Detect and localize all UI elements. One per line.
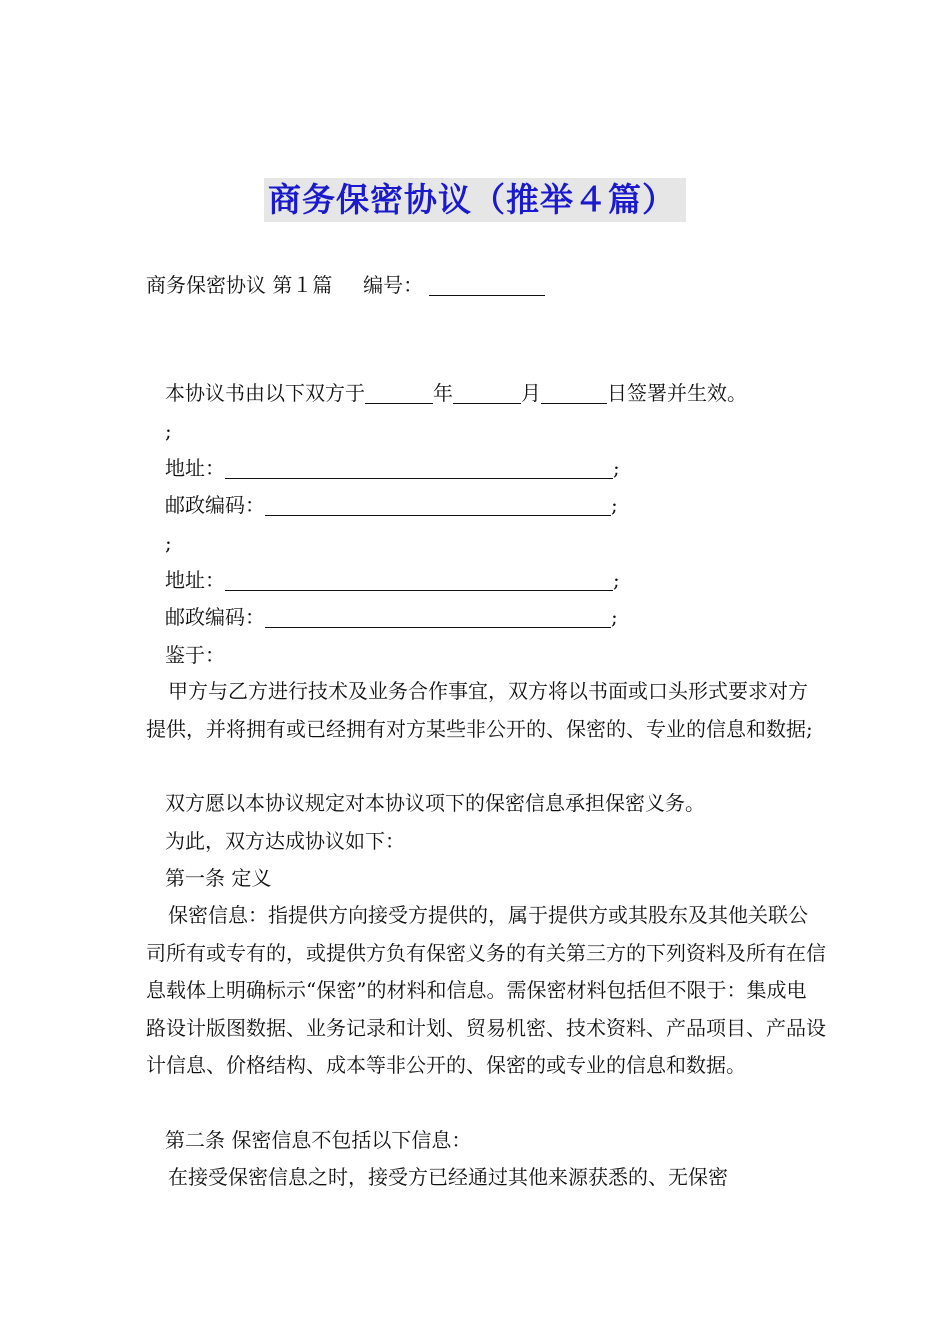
paragraph-agreement: 为此，双方达成协议如下： [165, 829, 405, 853]
intro-line [165, 378, 747, 408]
number-blank [429, 273, 545, 296]
address-blank [225, 456, 613, 479]
month-blank [453, 381, 521, 404]
address-end: ; [613, 568, 620, 592]
party-b-postcode [165, 602, 618, 632]
address-label: 地址： [165, 568, 225, 592]
paragraph-exclusion: 在接受保密信息之时，接受方已经通过其他来源获悉的、无保密 [168, 1165, 728, 1189]
postcode-label: 邮政编码： [165, 605, 265, 629]
party-b-semicolon: ; [165, 531, 172, 555]
whereas-label: 鉴于： [165, 643, 225, 667]
postcode-blank [265, 493, 611, 516]
month-label: 月 [521, 381, 541, 405]
year-blank [365, 381, 433, 404]
document-title: 商务保密协议（推举４篇） [264, 178, 686, 222]
intro-suffix: 日签署并生效。 [607, 381, 747, 405]
postcode-end: ; [611, 605, 618, 629]
party-a-address [165, 453, 620, 483]
year-label: 年 [433, 381, 453, 405]
subtitle-text: 商务保密协议 第１篇 [146, 273, 333, 297]
party-a-postcode [165, 490, 618, 520]
paragraph-obligation: 双方愿以本协议规定对本协议项下的保密信息承担保密义务。 [165, 791, 705, 815]
paragraph-cooperation: 甲方与乙方进行技术及业务合作事宜，双方将以书面或口头形式要求对方提供，并将拥有或已经拥有对方某些非公开的、保密的、专业的信息和数据; [146, 679, 813, 741]
article-1-heading: 第一条 定义 [165, 866, 272, 890]
postcode-blank [265, 605, 611, 628]
party-b-address [165, 565, 620, 595]
article-2-heading: 第二条 保密信息不包括以下信息： [165, 1128, 472, 1152]
postcode-end: ; [611, 493, 618, 517]
subtitle-line [146, 270, 545, 300]
address-blank [225, 568, 613, 591]
number-label: 编号： [363, 273, 424, 297]
day-blank [541, 381, 607, 404]
paragraph-definition: 保密信息：指提供方向接受方提供的，属于提供方或其股东及其他关联公司所有或专有的，或提供方负有保密义务的有关第三方的下列资料及所有在信息载体上明确标示“保密”的材料和信息。需保密材料包括但不限于：集成电路设计版图数据、业务记录和计划、贸易机密、技术资料、产品项目、产品设计信息、价格结构、成本等非公开的、保密的或专业的信息和数据。 [146, 903, 826, 1077]
postcode-label: 邮政编码： [165, 493, 265, 517]
intro-prefix: 本协议书由以下双方于 [165, 381, 365, 405]
address-end: ; [613, 456, 620, 480]
party-a-semicolon: ; [165, 419, 172, 443]
address-label: 地址： [165, 456, 225, 480]
